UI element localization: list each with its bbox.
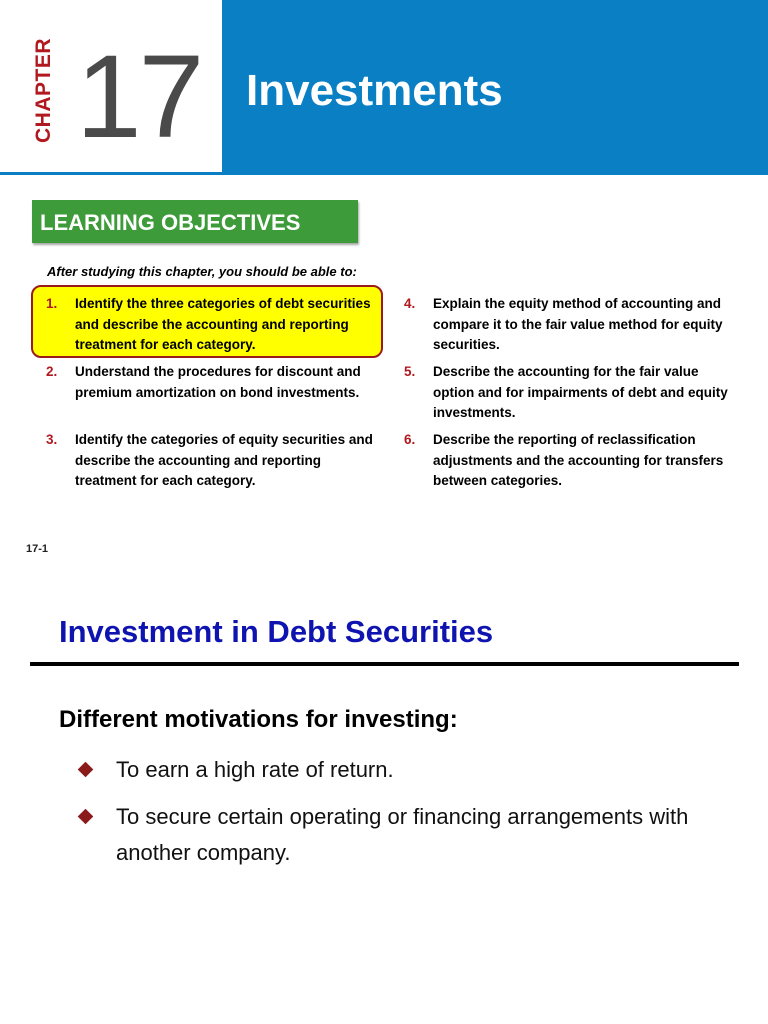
bullet-text: To earn a high rate of return.: [116, 757, 394, 782]
learning-objectives-badge: [32, 200, 358, 243]
objective-number: 1.: [46, 296, 58, 311]
chapter-label-block: [0, 0, 222, 172]
slide-title: Investment in Debt Securities: [59, 614, 494, 649]
objective-number: 6.: [404, 432, 416, 447]
learning-objectives-label: LEARNING OBJECTIVES: [40, 210, 301, 235]
objective-text: Explain the equity method of accounting and compare it to the fair value method for equity securities.: [433, 296, 723, 352]
chapter-number: 17: [76, 31, 202, 163]
objective-text: Identify the three categories of debt securities and describe the accounting and reporting treatment for each category.: [75, 296, 371, 352]
chapter-word: CHAPTER: [32, 37, 55, 143]
objective-number: 3.: [46, 432, 58, 447]
chapter-title: Investments: [246, 66, 503, 115]
slide-subtitle: Different motivations for investing:: [59, 706, 458, 733]
bullet-text: To secure certain operating or financing arrangements with another company.: [116, 804, 689, 865]
objectives-intro: After studying this chapter, you should be able to:: [47, 264, 357, 279]
objective-text: Describe the reporting of reclassification adjustments and the accounting for transfers between categories.: [433, 432, 724, 488]
header-band: [222, 0, 768, 172]
page-number: 17-1: [26, 543, 49, 555]
header-divider: [0, 172, 768, 175]
objective-number: 2.: [46, 364, 58, 379]
diamond-bullet-icon: [78, 762, 94, 778]
diamond-bullet-icon: [78, 809, 94, 825]
objective-text: Understand the procedures for discount and premium amortization on bond investments.: [75, 364, 361, 400]
objective-number: 4.: [404, 296, 416, 311]
objective-text: Identify the categories of equity securities and describe the accounting and reporting treatment for each category.: [75, 432, 373, 488]
objective-text: Describe the accounting for the fair value option and for impairments of debt and equity investments.: [433, 364, 728, 420]
objective-number: 5.: [404, 364, 416, 379]
title-divider: [30, 662, 739, 666]
